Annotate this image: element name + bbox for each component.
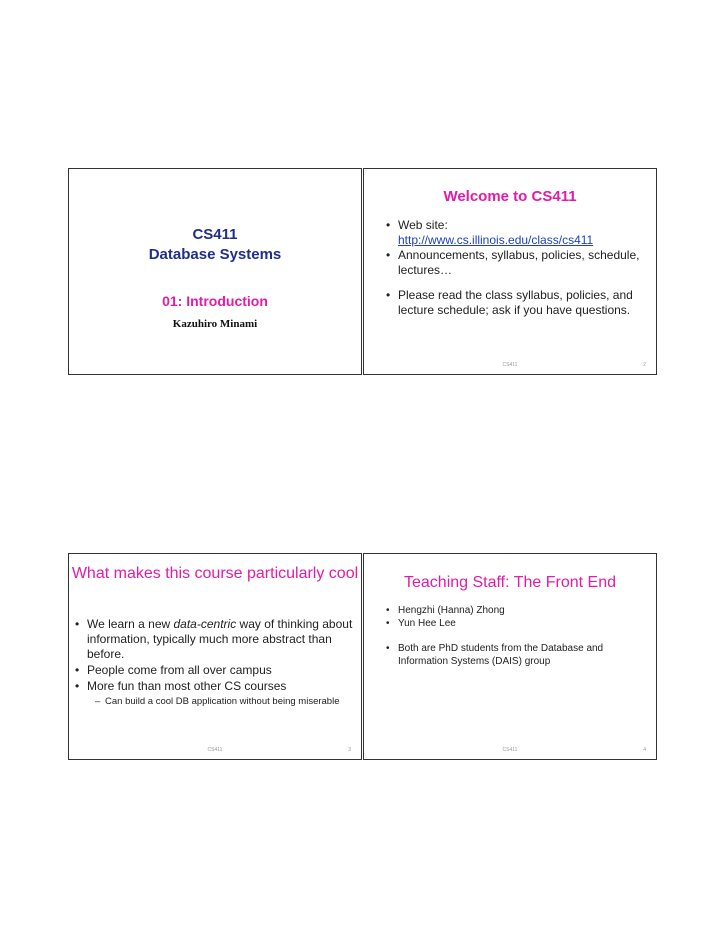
list-item (75, 679, 355, 708)
slide-1-title (68, 168, 362, 375)
slide-3-cool (68, 553, 362, 760)
bullet-icon: • (75, 663, 80, 677)
bullet-text-prefix: We learn a new (87, 617, 174, 631)
bullet-text: Please read the class syllabus, policies, and lecture schedule; ask if you have questions. (398, 288, 633, 317)
bullet-list (386, 604, 652, 668)
slide-footer-course: CS411 (207, 747, 223, 753)
slide-page-number: 4 (643, 747, 646, 753)
bullet-icon: • (75, 679, 80, 693)
list-item (386, 604, 652, 617)
list-item (386, 642, 652, 668)
course-name: Database Systems (148, 246, 282, 263)
bullet-icon: • (386, 248, 391, 262)
list-item (75, 617, 355, 662)
list-item (386, 218, 648, 248)
list-item (386, 617, 652, 630)
slide-footer-course: CS411 (502, 747, 518, 753)
sub-bullet-text: Can build a cool DB application without being miserable (105, 696, 340, 707)
bullet-list (75, 617, 355, 709)
bullet-text: Announcements, syllabus, policies, schedule, lectures… (398, 248, 640, 277)
list-item (386, 248, 648, 278)
bullet-list (386, 218, 648, 318)
bullet-icon: • (386, 605, 390, 616)
dash-icon: – (95, 696, 101, 707)
sub-bullet (87, 696, 355, 708)
slide-title: Teaching Staff: The Front End (404, 574, 616, 591)
bullet-text: More fun than most other CS courses (87, 679, 287, 693)
author-name: Kazuhiro Minami (172, 318, 258, 330)
course-code: CS411 (192, 226, 238, 243)
bullet-icon: • (386, 643, 390, 654)
bullet-text: Hengzhi (Hanna) Zhong (398, 605, 505, 616)
bullet-text-emphasis: data-centric (173, 617, 237, 631)
bullet-icon: • (386, 288, 391, 302)
bullet-icon: • (386, 218, 391, 232)
slide-2-welcome (363, 168, 657, 375)
slide-title: Welcome to CS411 (443, 188, 577, 205)
slide-title: What makes this course particularly cool (71, 565, 359, 582)
slide-page-number: 2 (643, 362, 646, 368)
bullet-text: Web site: (398, 218, 448, 232)
bullet-icon: • (386, 618, 390, 629)
bullet-text: Both are PhD students from the Database and Information Systems (DAIS) group (398, 643, 604, 667)
course-website-link[interactable]: http://www.cs.illinois.edu/class/cs411 (398, 233, 594, 247)
bullet-text: People come from all over campus (87, 663, 272, 677)
bullet-text-suffix: way of thinking about information, typically much more abstract than before. (87, 617, 353, 661)
list-item (75, 663, 355, 678)
slide-page-number: 3 (348, 747, 351, 753)
bullet-text: Yun Hee Lee (398, 618, 456, 629)
list-item (386, 288, 648, 318)
bullet-icon: • (75, 617, 80, 631)
lecture-title: 01: Introduction (162, 293, 268, 309)
slide-4-staff (363, 553, 657, 760)
slide-footer-course: CS411 (502, 362, 518, 368)
